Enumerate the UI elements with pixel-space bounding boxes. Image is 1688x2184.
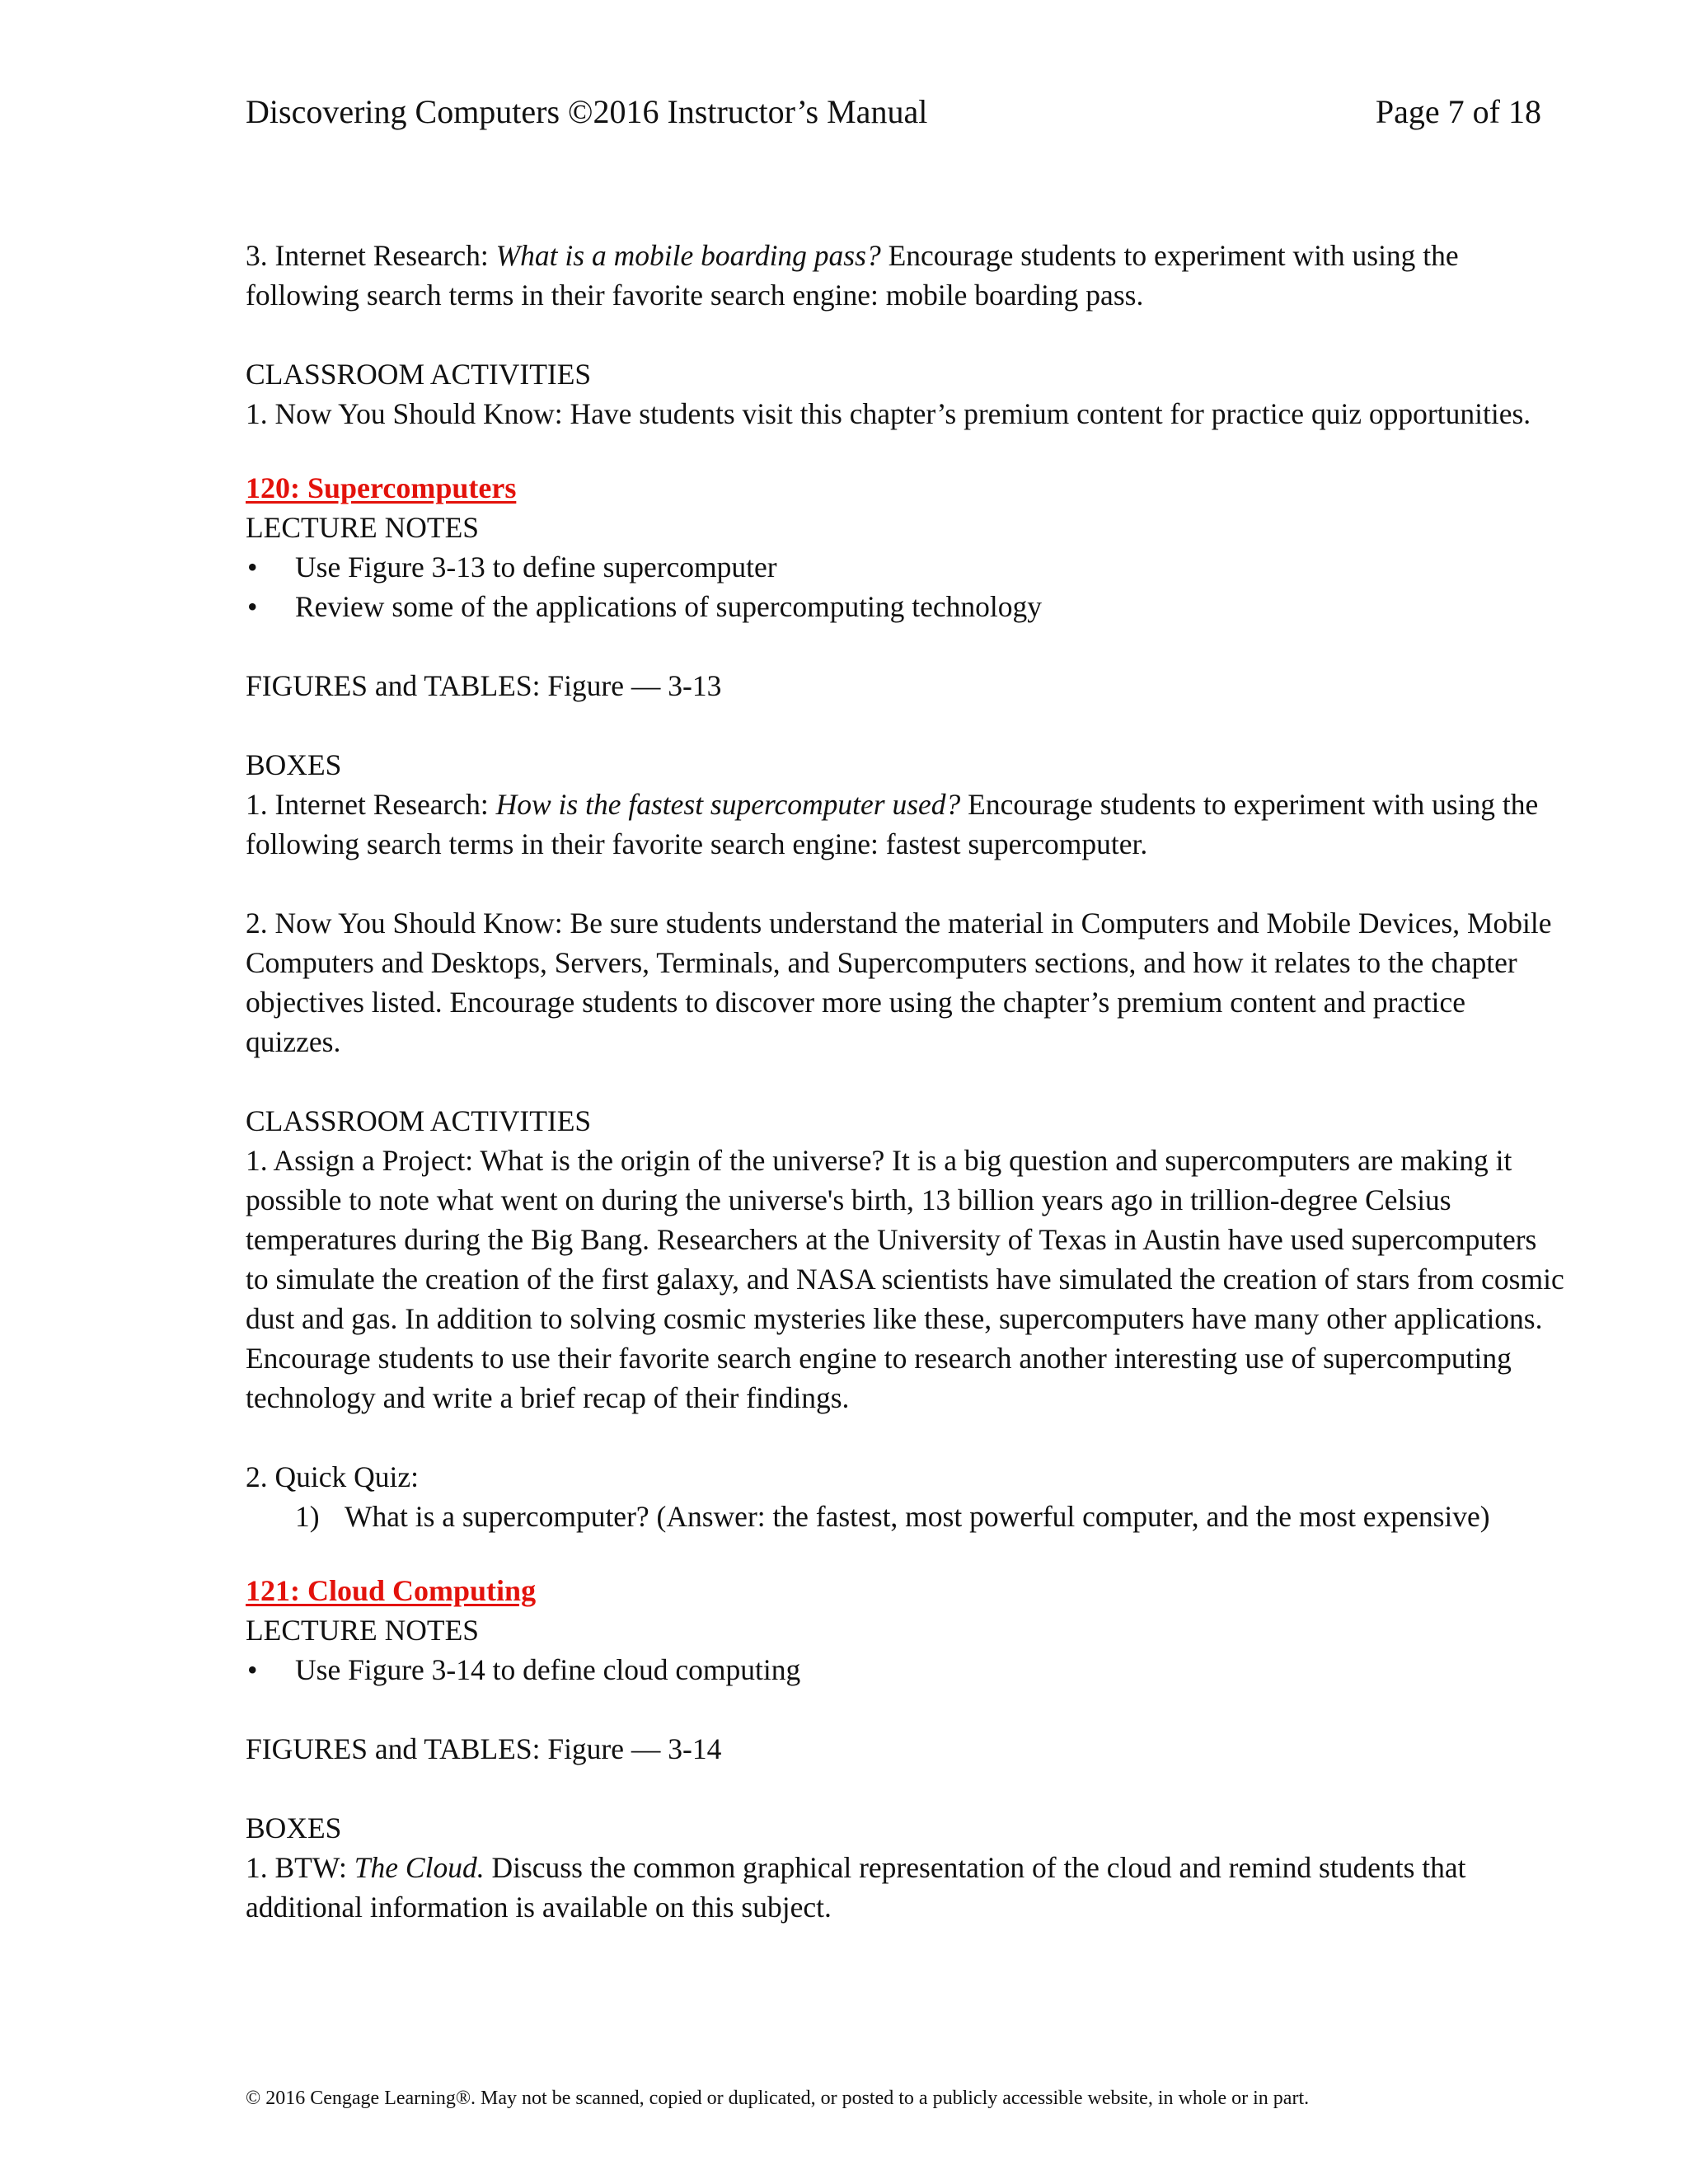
internet-research-item-3	[246, 236, 1564, 315]
classroom-activities-heading: CLASSROOM ACTIVITIES	[246, 1104, 592, 1137]
lecture-notes-heading: LECTURE NOTES	[246, 511, 479, 544]
section-heading-cloud-computing: 121: Cloud Computing	[246, 1574, 537, 1607]
list-item	[246, 547, 1564, 587]
page-number: Page 7 of 18	[1375, 93, 1541, 130]
manual-title: Discovering Computers ©2016 Instructor’s Manual	[246, 93, 928, 130]
boxes-heading: BOXES	[246, 1811, 342, 1844]
quiz-list	[246, 1497, 1564, 1536]
page-content	[246, 236, 1564, 1927]
box-item-2: 2. Now You Should Know: Be sure students understand the material in Computers and Mobile Devices, Mobile Computers and Desktops, Servers, Terminals, and Supercomputers sections, and how it relates to the chapter objectives listed. Encourage students to discover more using the chapter’s premium content and practice quizzes.	[246, 907, 1552, 1058]
item-italic-title: What is a mobile boarding pass?	[495, 239, 881, 272]
lecture-notes-heading: LECTURE NOTES	[246, 1614, 479, 1647]
page-header	[246, 92, 1541, 132]
copyright-footer: © 2016 Cengage Learning®. May not be scanned, copied or duplicated, or posted to a publicly accessible website, in whole or in part.	[246, 2088, 1310, 2109]
item-italic-title: How is the fastest supercomputer used?	[495, 788, 961, 821]
bullet-icon: •	[247, 551, 258, 583]
classroom-activities-heading: CLASSROOM ACTIVITIES	[246, 358, 592, 391]
section-heading-supercomputers: 120: Supercomputers	[246, 471, 517, 504]
bullet-icon: •	[247, 1653, 258, 1686]
item-text: Encourage students to experiment with using the following search terms in their favorite search engine: fastest supercomputer.	[246, 788, 1539, 860]
quiz-item	[295, 1497, 1564, 1536]
list-item	[246, 587, 1564, 626]
item-prefix: 3. Internet Research:	[246, 239, 496, 272]
classroom-activity-item: 1. Assign a Project: What is the origin of the universe? It is a big question and supercomputers are making it possible to note what went on during the universe's birth, 13 billion years ago in trillion-degree Celsius temperatures during the Big Bang. Researchers at the University of Texas in Austin have used supercomputers to simulate the creation of the first galaxy, and NASA scientists have simulated the creation of stars from cosmic dust and gas. In addition to solving cosmic mysteries like these, supercomputers have many other applications. Encourage students to use their favorite search engine to research another interesting use of supercomputing technology and write a brief recap of their findings.	[246, 1144, 1564, 1414]
item-italic-title: The Cloud.	[354, 1851, 485, 1884]
quick-quiz-heading: 2. Quick Quiz:	[246, 1460, 420, 1493]
list-item-text: Review some of the applications of supercomputing technology	[295, 590, 1043, 623]
quiz-item-text: What is a supercomputer? (Answer: the fastest, most powerful computer, and the most expensive)	[345, 1500, 1490, 1533]
box-item-1	[246, 1848, 1564, 1927]
item-text: Encourage students to experiment with using the following search terms in their favorite search engine: mobile boarding pass.	[246, 239, 1459, 312]
lecture-notes-list	[246, 1650, 1564, 1690]
list-item-text: Use Figure 3-14 to define cloud computing	[295, 1653, 801, 1686]
item-prefix: 1. BTW:	[246, 1851, 354, 1884]
box-item-1	[246, 785, 1564, 864]
bullet-icon: •	[247, 590, 258, 623]
lecture-notes-list	[246, 547, 1564, 626]
item-text: Discuss the common graphical representation of the cloud and remind students that additional information is available on this subject.	[246, 1851, 1466, 1924]
quiz-item-number: 1)	[295, 1500, 320, 1533]
figures-and-tables: FIGURES and TABLES: Figure — 3-14	[246, 1732, 722, 1765]
classroom-activity-item: 1. Now You Should Know: Have students visit this chapter’s premium content for practice quiz opportunities.	[246, 397, 1531, 430]
boxes-heading: BOXES	[246, 748, 342, 781]
list-item-text: Use Figure 3-13 to define supercomputer	[295, 551, 777, 583]
item-prefix: 1. Internet Research:	[246, 788, 496, 821]
figures-and-tables: FIGURES and TABLES: Figure — 3-13	[246, 669, 722, 702]
list-item	[246, 1650, 1564, 1690]
